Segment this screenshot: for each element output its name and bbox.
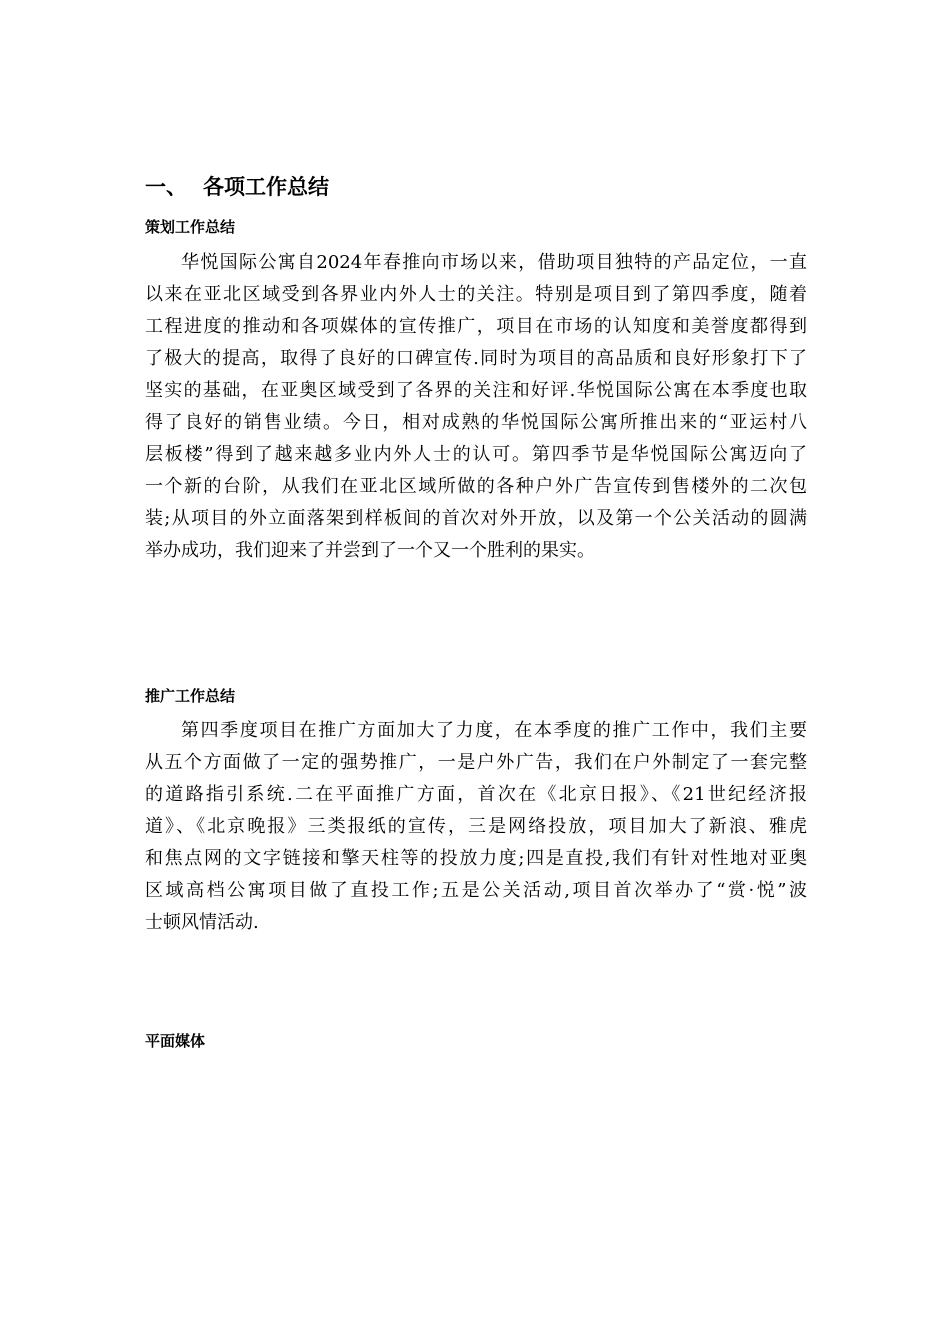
paragraph-line: 得了良好的销售业绩。今日，相对成熟的华悦国际公寓所推出来的“亚运村八 bbox=[145, 412, 807, 433]
print-media-heading: 平面媒体 bbox=[145, 1032, 206, 1050]
paragraph-line: 和焦点网的文字链接和擎天柱等的投放力度;四是直投,我们有针对性地对亚奥 bbox=[145, 848, 807, 869]
paragraph-line: 从五个方面做了一定的强势推广，一是户外广告，我们在户外制定了一套完整 bbox=[145, 752, 807, 773]
paragraph-line: 一个新的台阶，从我们在亚北区域所做的各种户外广告宣传到售楼外的二次包 bbox=[145, 476, 807, 497]
paragraph-line: 坚实的基础，在亚奥区域受到了各界的关注和好评.华悦国际公寓在本季度也取 bbox=[145, 380, 807, 401]
paragraph-line: 装;从项目的外立面落架到样板间的首次对外开放，以及第一个公关活动的圆满 bbox=[145, 508, 807, 529]
paragraph-line: 举办成功，我们迎来了并尝到了一个又一个胜利的果实。 bbox=[145, 540, 595, 561]
paragraph-line: 道》、《北京晚报》三类报纸的宣传，三是网络投放，项目加大了新浪、雅虎 bbox=[145, 816, 807, 837]
paragraph-line: 层板楼”得到了越来越多业内外人士的认可。第四季节是华悦国际公寓迈向了 bbox=[145, 444, 807, 465]
planning-heading: 策划工作总结 bbox=[145, 218, 236, 236]
planning-paragraph bbox=[145, 247, 807, 567]
paragraph-line: 的道路指引系统.二在平面推广方面，首次在《北京日报》、《21世纪经济报 bbox=[145, 784, 807, 805]
section-number: 一、 bbox=[145, 175, 187, 199]
paragraph-line: 以来在亚北区域受到各界业内外人士的关注。特别是项目到了第四季度，随着 bbox=[145, 284, 807, 305]
paragraph-line: 士顿风情活动. bbox=[145, 912, 259, 933]
paragraph-line: 区域高档公寓项目做了直投工作;五是公关活动,项目首次举办了“赏·悦”波 bbox=[145, 880, 807, 901]
promotion-heading: 推广工作总结 bbox=[145, 687, 236, 705]
paragraph-line: 第四季度项目在推广方面加大了力度，在本季度的推广工作中，我们主要 bbox=[181, 720, 807, 741]
paragraph-line: 华悦国际公寓自2024年春推向市场以来，借助项目独特的产品定位，一直 bbox=[181, 252, 807, 273]
section-title: 各项工作总结 bbox=[203, 175, 329, 199]
promotion-paragraph bbox=[145, 715, 807, 939]
section-heading bbox=[145, 172, 329, 202]
paragraph-line: 工程进度的推动和各项媒体的宣传推广，项目在市场的认知度和美誉度都得到 bbox=[145, 316, 807, 337]
paragraph-line: 了极大的提高，取得了良好的口碑宣传.同时为项目的高品质和良好形象打下了 bbox=[145, 348, 807, 369]
